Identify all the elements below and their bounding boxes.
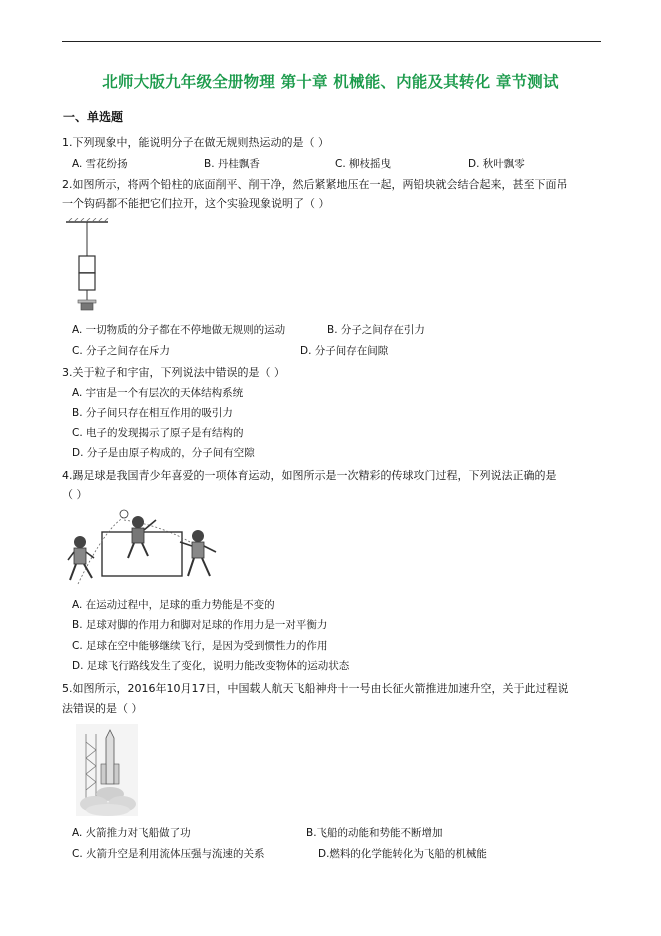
lead-cylinders-figure: [66, 218, 116, 314]
section-heading: 一、单选题: [63, 110, 124, 124]
question-5-option-d: D.燃料的化学能转化为飞船的机械能: [318, 848, 487, 860]
question-2-stem-line-1: 2.如图所示，将两个铅柱的底面削平、削干净，然后紧紧地压在一起，两铅块就会结合起来，甚至下面吊: [62, 178, 568, 191]
document-title: 北师大版九年级全册物理 第十章 机械能、内能及其转化 章节测试: [102, 73, 559, 91]
question-4-option-b: B. 足球对脚的作用力和脚对足球的作用力是一对平衡力: [72, 619, 328, 631]
question-2-option-d: D. 分子间存在间隙: [300, 345, 389, 357]
question-5-option-a: A. 火箭推力对飞船做了功: [72, 827, 191, 839]
header-rule: [62, 41, 601, 42]
question-2-option-b: B. 分子之间存在引力: [327, 324, 425, 336]
question-2-stem-line-2: 一个钩码都不能把它们拉开，这个实验现象说明了（ ）: [62, 197, 330, 210]
question-1-option-d: D. 秋叶飘零: [468, 158, 525, 170]
question-5-stem-line-1: 5.如图所示，2016年10月17日，中国载人航天飞船神舟十一号由长征火箭推进加速升空，关于此过程说: [62, 682, 569, 695]
rocket-launch-figure: [76, 724, 138, 816]
question-2-option-c: C. 分子之间存在斥力: [72, 345, 171, 357]
question-4-option-c: C. 足球在空中能够继续飞行，是因为受到惯性力的作用: [72, 640, 328, 652]
question-1-option-b: B. 丹桂飘香: [204, 158, 260, 170]
question-3-option-c: C. 电子的发现揭示了原子是有结构的: [72, 427, 244, 439]
question-3-option-d: D. 分子是由原子构成的，分子间有空隙: [72, 447, 255, 459]
question-3-stem: 3.关于粒子和宇宙，下列说法中错误的是（ ）: [62, 366, 285, 379]
soccer-pass-figure: [66, 506, 226, 590]
question-5-option-c: C. 火箭升空是利用流体压强与流速的关系: [72, 848, 265, 860]
question-5-stem-line-2: 法错误的是（ ）: [62, 702, 143, 715]
question-2-option-a: A. 一切物质的分子都在不停地做无规则的运动: [72, 324, 286, 336]
question-4-stem-line-2: （ ）: [62, 488, 88, 501]
question-1-option-c: C. 柳枝摇曳: [335, 158, 392, 170]
question-1-stem: 1.下列现象中，能说明分子在做无规则热运动的是（ ）: [62, 136, 329, 149]
question-5-option-b: B.飞船的动能和势能不断增加: [306, 827, 443, 839]
question-1-option-a: A. 雪花纷扬: [72, 158, 128, 170]
question-3-option-a: A. 宇宙是一个有层次的天体结构系统: [72, 387, 244, 399]
question-4-option-a: A. 在运动过程中，足球的重力势能是不变的: [72, 599, 275, 611]
question-3-option-b: B. 分子间只存在相互作用的吸引力: [72, 407, 233, 419]
question-4-stem-line-1: 4.踢足球是我国青少年喜爱的一项体育运动，如图所示是一次精彩的传球攻门过程，下列说法正确的是: [62, 469, 557, 482]
question-4-option-d: D. 足球飞行路线发生了变化，说明力能改变物体的运动状态: [72, 660, 350, 672]
